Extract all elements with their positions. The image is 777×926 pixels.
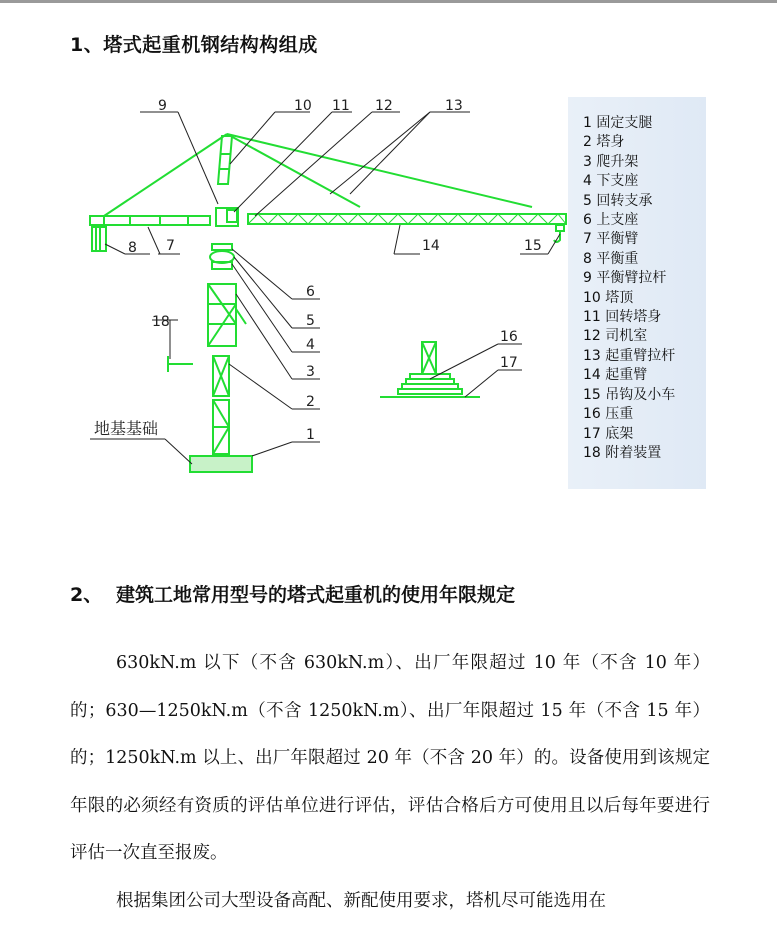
counter-jib xyxy=(90,216,210,225)
callout-5: 5 xyxy=(306,313,315,329)
trolley xyxy=(556,225,564,231)
ballast xyxy=(398,389,462,394)
legend-item: 12 司机室 xyxy=(583,328,648,345)
upper-support xyxy=(212,244,232,250)
legend-item: 1 固定支腿 xyxy=(583,115,653,131)
section-heading-2 xyxy=(70,580,515,607)
callout-16: 16 xyxy=(500,329,518,345)
paragraph-service-life: 630kN.m 以下（不含 630kN.m）、出厂年限超过 10 年（不含 10 年）的；630—1250kN.m（不含 1250kN.m）、出厂年限超过 15 年（不含 15 年）的；1250kN.m 以上、出厂年限超过 20 年（不含 20 年）的。设备使用到该规定年限的必须经有资质的评估单位进行评估，评估合格后方可使用且以后每年要进行评估一次直至报废。 xyxy=(70,653,710,863)
callout-6: 6 xyxy=(306,284,315,300)
callout-12: 12 xyxy=(375,98,393,114)
counter-jib-tie-rod xyxy=(104,134,227,216)
callout-15: 15 xyxy=(524,238,542,254)
legend-item: 11 回转塔身 xyxy=(583,309,662,326)
page-top-rule xyxy=(0,0,777,3)
callout-1: 1 xyxy=(306,427,315,443)
climbing-frame xyxy=(208,284,236,346)
paragraph-selection: 根据集团公司大型设备高配、新配使用要求，塔机尽可能选用在 xyxy=(116,891,606,911)
foundation-label: 地基基础 xyxy=(94,419,159,438)
section-number: 2、 xyxy=(70,584,103,606)
cab xyxy=(227,210,237,222)
callout-7: 7 xyxy=(166,238,175,254)
section-heading-1: 1、塔式起重机钢结构构组成 xyxy=(70,34,318,56)
legend-item: 13 起重臂拉杆 xyxy=(583,347,676,364)
legend-item: 5 回转支承 xyxy=(583,192,653,209)
callout-10: 10 xyxy=(294,98,312,114)
legend-item: 2 塔身 xyxy=(583,134,625,151)
legend-item: 8 平衡重 xyxy=(583,250,639,267)
section-title: 建筑工地常用型号的塔式起重机的使用年限规定 xyxy=(116,584,516,606)
figure-callouts xyxy=(128,98,542,443)
callout-11: 11 xyxy=(332,98,350,114)
callout-2: 2 xyxy=(306,394,315,410)
callout-14: 14 xyxy=(422,238,440,254)
callout-4: 4 xyxy=(306,337,315,353)
callout-3: 3 xyxy=(306,364,315,380)
legend-item: 4 下支座 xyxy=(583,173,639,190)
legend-item: 16 压重 xyxy=(583,406,634,423)
callout-9: 9 xyxy=(158,98,167,114)
legend-item: 10 塔顶 xyxy=(583,289,634,306)
legend-item: 17 底架 xyxy=(583,425,634,442)
callout-8: 8 xyxy=(128,240,137,256)
hook xyxy=(554,231,560,242)
foundation-block xyxy=(190,456,252,472)
tower-top xyxy=(218,136,232,184)
legend-item: 9 平衡臂拉杆 xyxy=(583,270,667,287)
legend-item: 14 起重臂 xyxy=(583,367,648,384)
legend-item: 15 吊钩及小车 xyxy=(583,386,676,403)
legend-item: 7 平衡臂 xyxy=(583,231,639,248)
legend-item: 6 上支座 xyxy=(583,212,639,229)
callout-17: 17 xyxy=(500,355,518,371)
callout-18: 18 xyxy=(152,314,170,330)
callout-13: 13 xyxy=(445,98,463,114)
jib-tie-rod-outer xyxy=(227,134,532,207)
legend-item: 18 附着装置 xyxy=(583,444,662,461)
legend-item: 3 爬升架 xyxy=(583,153,639,170)
legend-list xyxy=(583,114,675,463)
